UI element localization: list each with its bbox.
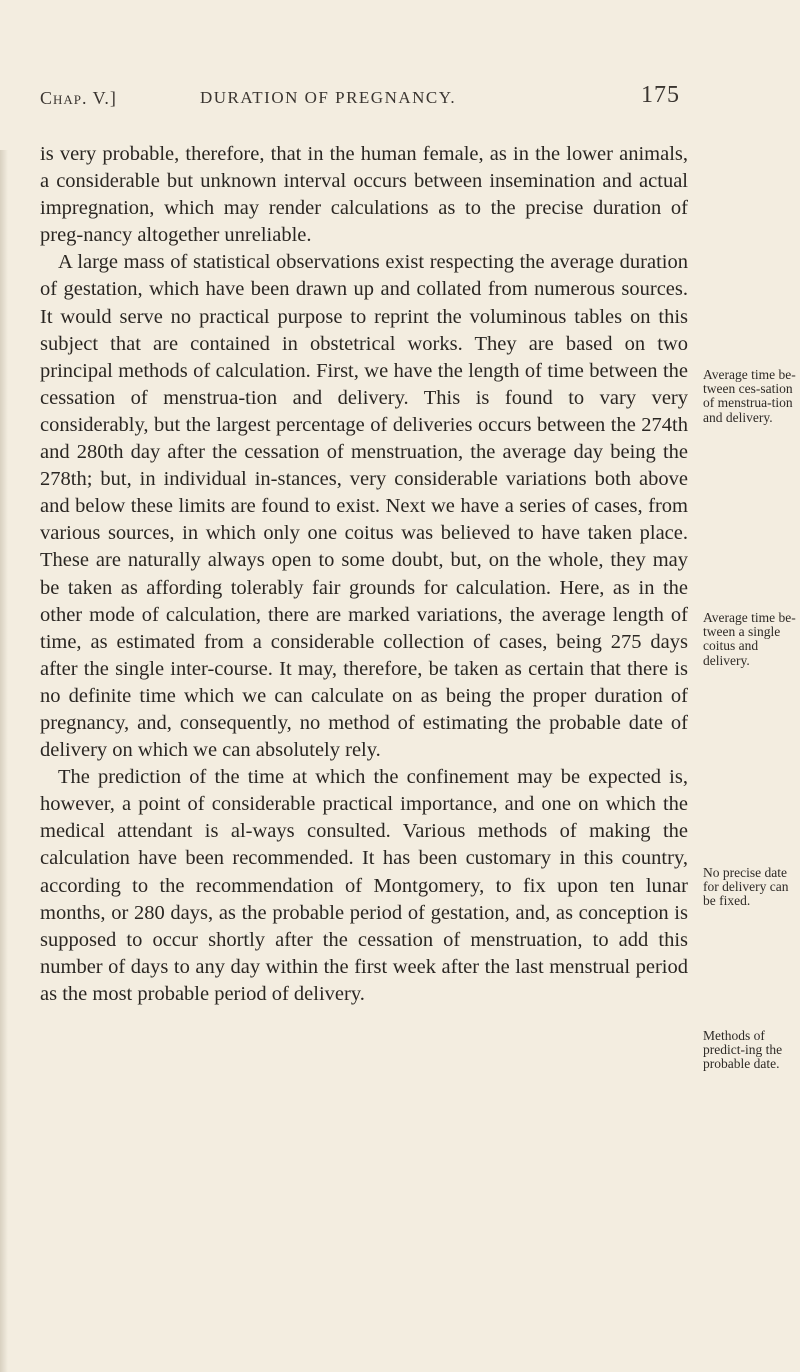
page-number: 175 <box>641 82 680 108</box>
margin-note-menstruation: Average time be-tween ces-sation of menstrua-tion and delivery. <box>703 367 796 425</box>
chapter-label: Chap. V.] <box>40 88 117 108</box>
running-title: DURATION OF PREGNANCY. <box>200 88 457 107</box>
page-edge-shadow <box>0 150 8 1372</box>
running-header <box>40 82 680 112</box>
paragraph-3: The prediction of the time at which the confinement may be expected is, however, a point of considerable practical importance, and one on which the medical attendant is al-ways consulted. Various methods of making the calculation have been recommended. It has been customary in this country, according to the recommendation of Montgomery, to fix upon ten lunar months, or 280 days, as the probable period of gestation, and, as conception is supposed to occur shortly after the cessation of menstruation, to add this number of days to any day within the first week after the last menstrual period as the most probable period of delivery. <box>40 766 688 1005</box>
paragraph-2: A large mass of statistical observations exist respecting the average duration of gestation, which have been drawn up and collated from numerous sources. It would serve no practical purpose to reprint the voluminous tables on this subject that are contained in obstetrical works. They are based on two principal methods of calculation. First, we have the length of time between the cessation of menstrua-tion and delivery. This is found to vary very considerably, but the largest percentage of deliveries occurs between the 274th and 280th day after the cessation of menstruation, the average day being the 278th; but, in individual in-stances, very considerable variations both above and below these limits are found to exist. Next we have a series of cases, from various sources, in which only one coitus was believed to have taken place. These are naturally always open to some doubt, but, on the whole, they may be taken as affording tolerably fair grounds for calculation. Here, as in the other mode of calculation, there are marked variations, the average length of time, as estimated from a considerable collection of cases, being 275 days after the single inter-course. It may, therefore, be taken as certain that there is no definite time which we can calculate on as being the proper duration of pregnancy, and, consequently, no method of estimating the probable date of delivery on which we can absolutely rely. <box>40 251 688 762</box>
margin-note-methods: Methods of predict-ing the probable date. <box>703 1028 783 1072</box>
paragraph-1: is very probable, therefore, that in the human female, as in the lower animals, a considerable but unknown interval occurs between insemination and actual impregnation, which may render calculations as to the precise duration of preg-nancy altogether unreliable. <box>40 143 688 247</box>
margin-note-coitus: Average time be-tween a single coitus and delivery. <box>703 610 796 668</box>
margin-note-no-precise-date: No precise date for delivery can be fixed. <box>703 865 789 909</box>
body-text <box>40 141 688 1008</box>
